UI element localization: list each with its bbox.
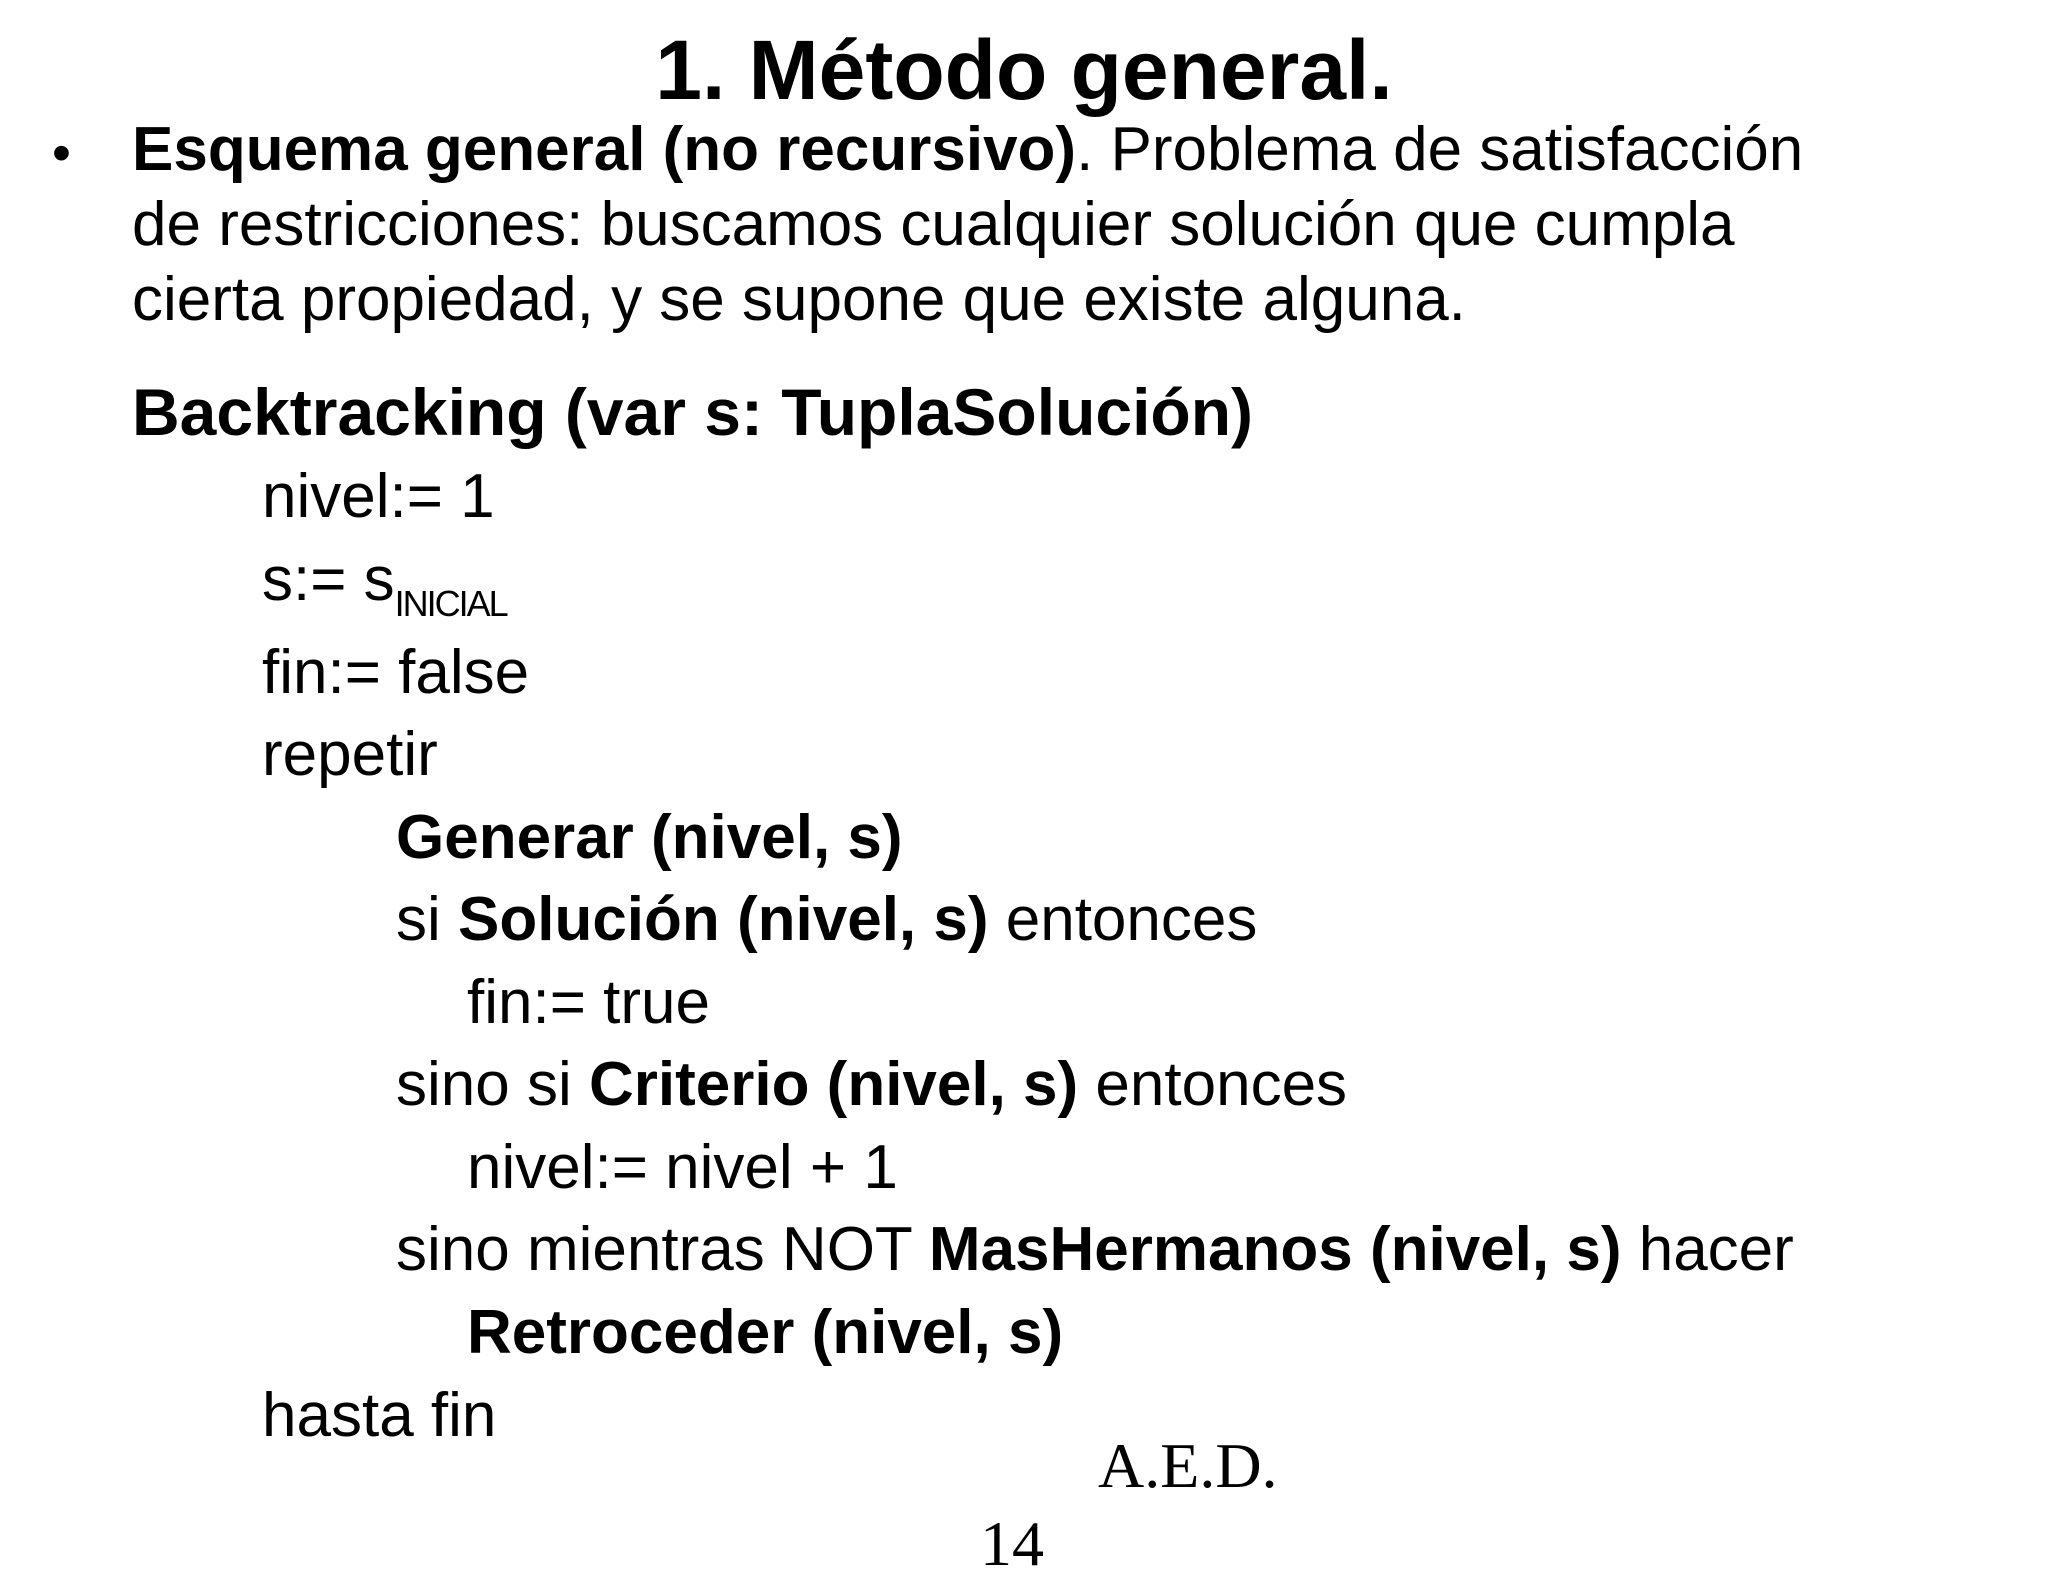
code-s-subscript: INICIAL [394, 583, 507, 624]
code-line-sino-si-criterio [396, 1050, 1347, 1120]
intro-bold-lead: Esquema general (no recursivo) [132, 115, 1077, 184]
intro-line-1 [132, 112, 2032, 187]
code-line-nivel-increment: nivel:= nivel + 1 [467, 1133, 898, 1202]
code-line-sino-mientras [396, 1215, 1794, 1285]
code-line-retroceder: Retroceder (nivel, s) [467, 1298, 1064, 1367]
intro-line-1-rest: . Problema de satisfacción [1076, 115, 1804, 184]
code-criterio-call: Criterio (nivel, s) [588, 1050, 1079, 1119]
intro-line-2: de restricciones: buscamos cualquier solución que cumpla [132, 190, 1735, 259]
code-line-si-solucion [396, 885, 1257, 955]
footer-page-number: 14 [980, 1508, 1044, 1579]
code-si-prefix: si [396, 885, 458, 954]
code-sinosi-prefix: sino si [396, 1050, 589, 1119]
slide-title: 1. Método general. [655, 23, 1393, 117]
code-sinosi-suffix: entonces [1078, 1050, 1348, 1119]
procedure-signature: Backtracking (var s: TuplaSolución) [132, 375, 1254, 449]
footer-course-label: A.E.D. [1098, 1430, 1278, 1501]
code-line-repetir: repetir [262, 720, 438, 789]
code-solucion-call: Solución (nivel, s) [458, 885, 989, 954]
code-line-s-init [262, 545, 507, 623]
bullet-point: • [52, 123, 71, 183]
code-mientras-prefix: sino mientras NOT [396, 1215, 929, 1284]
code-mientras-suffix: hacer [1621, 1215, 1794, 1284]
code-s-prefix: s:= s [262, 545, 395, 614]
intro-line-3: cierta propiedad, y se supone que existe alguna. [132, 265, 1466, 334]
code-line-fin-true: fin:= true [467, 968, 710, 1037]
code-si-suffix: entonces [988, 885, 1258, 954]
intro-paragraph [132, 112, 2032, 337]
code-mashermanos-call: MasHermanos (nivel, s) [928, 1215, 1622, 1284]
code-line-fin-init: fin:= false [262, 638, 530, 707]
code-line-generar: Generar (nivel, s) [396, 803, 903, 872]
code-line-nivel-init: nivel:= 1 [262, 462, 495, 531]
code-line-hasta-fin: hasta fin [262, 1381, 497, 1450]
